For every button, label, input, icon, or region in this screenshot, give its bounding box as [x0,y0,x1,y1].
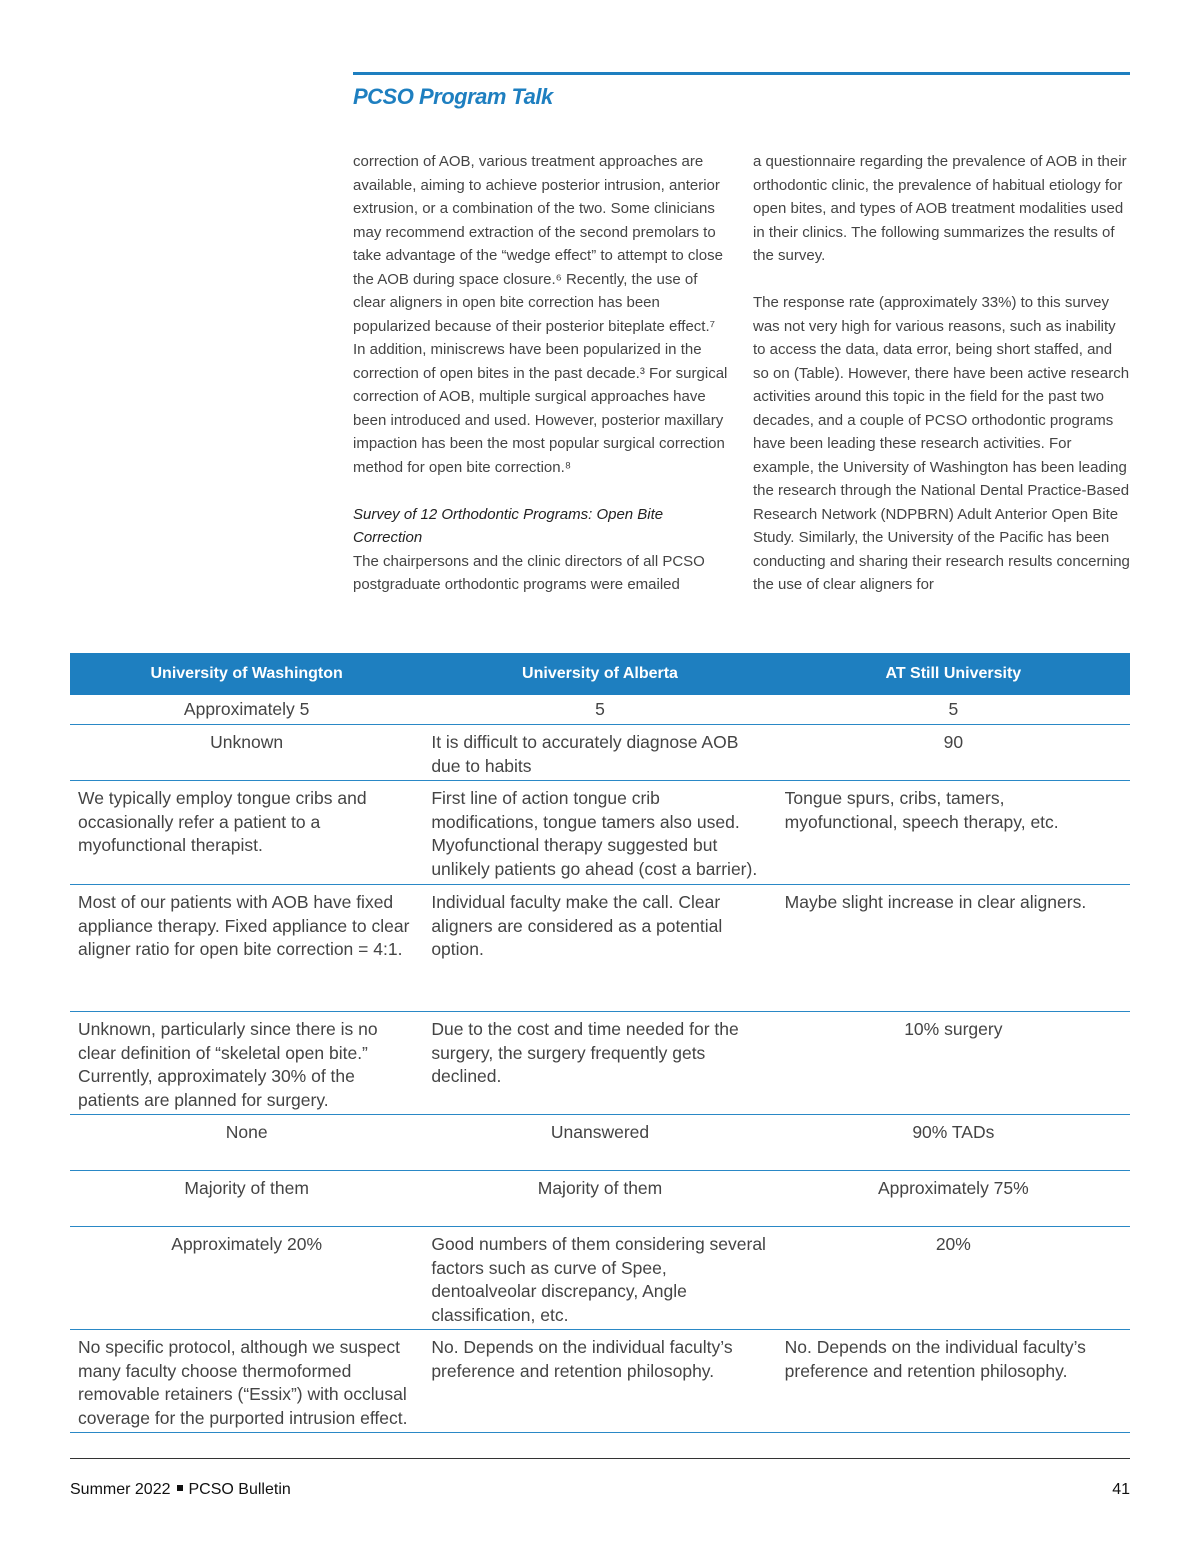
table-cell: Approximately 5 [70,695,423,725]
table-row [70,1012,1130,1115]
header-rule [353,72,1130,75]
table-row [70,781,1130,885]
table-cell: Unanswered [423,1115,776,1171]
column-header-alberta: University of Alberta [423,653,776,695]
body-column-left [353,150,731,597]
table-cell: Unknown [70,725,423,781]
paragraph: The chairpersons and the clinic directors of all PCSO postgraduate orthodontic programs were emailed [353,552,705,593]
table-row [70,885,1130,1012]
table-cell: Tongue spurs, cribs, tamers, myofunctional, speech therapy, etc. [777,781,1130,885]
table-row [70,1171,1130,1227]
section-title: PCSO Program Talk [353,84,553,109]
column-header-at-still: AT Still University [777,653,1130,695]
table-cell: 5 [423,695,776,725]
table-row [70,725,1130,781]
subheading: Survey of 12 Orthodontic Programs: Open Bite Correction [353,505,664,546]
table-row [70,695,1130,725]
footer-rule [70,1458,1130,1459]
table-cell: Good numbers of them considering several factors such as curve of Spee, dentoalveolar discrepancy, Angle classification, etc. [423,1227,776,1330]
table-cell: It is difficult to accurately diagnose AOB due to habits [423,725,776,781]
table-cell: Individual faculty make the call. Clear aligners are considered as a potential option. [423,885,776,1012]
table-cell: Majority of them [70,1171,423,1227]
table-cell: No. Depends on the individual faculty’s preference and retention philosophy. [777,1330,1130,1433]
footer-issue-line [70,1481,291,1499]
survey-table [70,653,1130,1433]
table-header-row [70,653,1130,695]
body-column-right [753,150,1131,597]
table-cell: None [70,1115,423,1171]
table-cell: Maybe slight increase in clear aligners. [777,885,1130,1012]
page-number: 41 [1112,1481,1130,1498]
table-cell: We typically employ tongue cribs and occasionally refer a patient to a myofunctional therapist. [70,781,423,885]
paragraph: a questionnaire regarding the prevalence of AOB in their orthodontic clinic, the prevalence of habitual etiology for open bites, and types of AOB treatment modalities used in their clinics. The following summarizes the results of the survey. [753,153,1127,264]
paragraph: correction of AOB, various treatment approaches are available, aiming to achieve posterior intrusion, anterior extrusion, or a combination of the two. Some clinicians may recommend extraction of the second premolars to take advantage of the “wedge effect” to attempt to close the AOB during space closure.⁶ Recently, the use of clear aligners in open bite correction has been popularized because of their posterior biteplate effect.⁷ In addition, miniscrews have been popularized in the correction of open bites in the past decade.³ For surgical correction of AOB, multiple surgical approaches have been introduced and used. However, posterior maxillary impaction has been the most popular surgical correction method for open bite correction.⁸ [353,153,728,476]
table-cell: 5 [777,695,1130,725]
table-cell: No specific protocol, although we suspect many faculty choose thermoformed removable retainers (“Essix”) with occlusal coverage for the purported intrusion effect. [70,1330,423,1433]
footer-issue: Summer 2022 [70,1481,171,1498]
table-row [70,1115,1130,1171]
table-cell: Approximately 20% [70,1227,423,1330]
table-cell: 20% [777,1227,1130,1330]
square-bullet-icon [177,1485,183,1491]
table-cell: No. Depends on the individual faculty’s preference and retention philosophy. [423,1330,776,1433]
column-header-washington: University of Washington [70,653,423,695]
table-cell: 90% TADs [777,1115,1130,1171]
table-cell: Unknown, particularly since there is no clear definition of “skeletal open bite.” Currently, approximately 30% of the patients are planned for surgery. [70,1012,423,1115]
table-cell: 10% surgery [777,1012,1130,1115]
table-row [70,1330,1130,1433]
table-row [70,1227,1130,1330]
table-cell: Majority of them [423,1171,776,1227]
footer-publication: PCSO Bulletin [188,1481,291,1498]
table-cell: First line of action tongue crib modifications, tongue tamers also used. Myofunctional therapy suggested but unlikely patients go ahead (cost a barrier). [423,781,776,885]
table-cell: Due to the cost and time needed for the surgery, the surgery frequently gets declined. [423,1012,776,1115]
table-cell: Approximately 75% [777,1171,1130,1227]
table-cell: 90 [777,725,1130,781]
table-cell: Most of our patients with AOB have fixed appliance therapy. Fixed appliance to clear aligner ratio for open bite correction = 4:1. [70,885,423,1012]
paragraph: The response rate (approximately 33%) to this survey was not very high for various reasons, such as inability to access the data, data error, being short staffed, and so on (Table). However, there have been active research activities around this topic in the field for the past two decades, and a couple of PCSO orthodontic programs have been leading these research activities. For example, the University of Washington has been leading the research through the National Dental Practice-Based Research Network (NDPBRN) Adult Anterior Open Bite Study. Similarly, the University of the Pacific has been conducting and sharing their research results concerning the use of clear aligners for [753,294,1130,593]
